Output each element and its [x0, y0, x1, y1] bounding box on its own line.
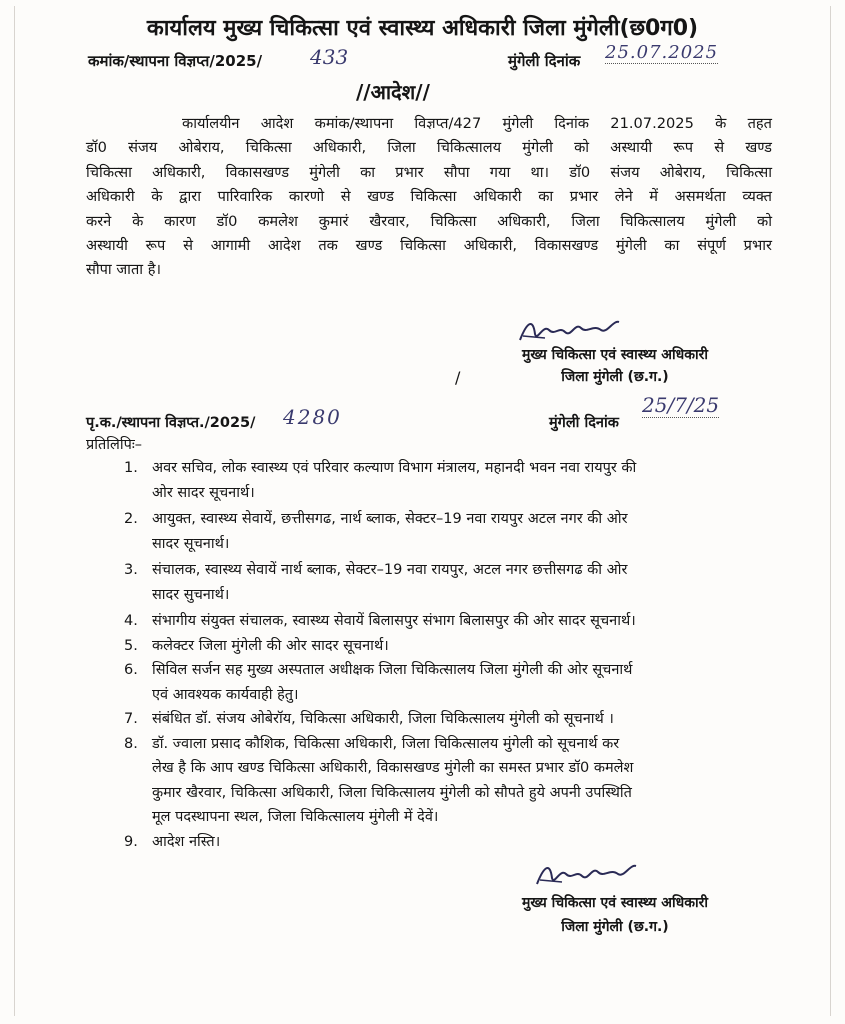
list-item-line: सिविल सर्जन सह मुख्य अस्पताल अधीक्षक जिला चिकित्सालय जिला मुंगेली की ओर सूचनार्थ — [152, 662, 633, 678]
list-item-line: संचालक, स्वास्थ्य सेवायें नार्थ ब्लाक, सेक्टर–19 नवा रायपुर, अटल नगर छत्तीसगढ की ओर — [152, 562, 628, 578]
list-item-line: कलेक्टर जिला मुंगेली की ओर सादर सूचनार्थ। — [152, 637, 389, 654]
list-item — [124, 634, 776, 659]
body-line: डॉ0 संजय ओबेराय, चिकित्सा अधिकारी, जिला चिकित्सालय मुंगेली को अस्थायी रूप से खण्ड — [86, 139, 772, 157]
office-title: कार्यालय मुख्य चिकित्सा एवं स्वास्थ्य अधिकारी जिला मुंगेली(छ0ग0) — [146, 16, 699, 41]
list-item-line: डॉ. ज्वाला प्रसाद कौशिक, चिकित्सा अधिकारी, जिला चिकित्सालय मुंगेली को सूचनार्थ कर — [152, 735, 620, 752]
body-line: कार्यालयीन आदेश कमांक/स्थापना विज्ञप्त/427 मुंगेली दिनांक 21.07.2025 के तहत — [182, 115, 772, 132]
list-item-line: सादर सूचनार्थ। — [152, 535, 230, 552]
list-item-line: सादर सुचनार्थ। — [152, 586, 230, 603]
endorsement-date-handwritten: 25/7/25 — [642, 393, 720, 417]
list-item — [124, 558, 776, 607]
body-line: करने के कारण डॉ0 कमलेश कुमारं खैरवार, चिकित्सा अधिकारी, जिला चिकित्सालय मुंगेली को — [86, 212, 772, 230]
list-item-number: 6. — [124, 662, 138, 678]
order-number-handwritten: 433 — [310, 45, 349, 69]
list-item-line: संभागीय संयुक्त संचालक, स्वास्थ्य सेवायें बिलासपुर संभाग बिलासपुर की ओर सादर सूचनार्थ। — [152, 613, 636, 629]
list-item-line: एवं आवश्यक कार्यवाही हेतु। — [152, 686, 299, 703]
order-date-label: मुंगेली दिनांक — [508, 52, 581, 70]
signature-1-designation: मुख्य चिकित्सा एवं स्वास्थ्य अधिकारी — [522, 347, 708, 363]
body-line: अधिकारी के द्वारा पारिवारिक कारणो से खण्ड चिकित्सा अधिकारी का प्रभार लेने में असमर्थता व्यक्त — [86, 188, 772, 206]
list-item-number: 4. — [124, 613, 138, 629]
list-item — [124, 830, 776, 855]
order-date-handwritten: 25.07.2025 — [605, 42, 719, 63]
signature-2-location: जिला मुंगेली (छ.ग.) — [561, 919, 669, 935]
list-item — [124, 658, 776, 707]
list-item-number: 8. — [124, 735, 138, 752]
list-item-line: ओर सादर सूचनार्थ। — [152, 484, 255, 501]
list-item — [124, 609, 776, 634]
signature-2-designation: मुख्य चिकित्सा एवं स्वास्थ्य अधिकारी — [522, 895, 708, 911]
body-line: अस्थायी रूप से आगामी आदेश तक खण्ड चिकित्सा अधिकारी, विकासखण्ड मुंगेली का संपूर्ण प्रभार — [86, 237, 772, 255]
copy-to-label: प्रतिलिपिः– — [86, 437, 143, 453]
list-item-number: 3. — [124, 562, 138, 578]
signature-2-handwritten — [532, 856, 642, 892]
order-body — [86, 112, 772, 283]
endorsement-number-label: पृ.क./स्थापना विज्ञप्त./2025/ — [86, 415, 256, 431]
list-item-line: संबंधित डॉ. संजय ओबेरॉय, चिकित्सा अधिकारी, जिला चिकित्सालय मुंगेली को सूचनार्थ । — [152, 711, 614, 727]
endorsement-number-handwritten: 4280 — [283, 405, 342, 429]
list-item-line: लेख है कि आप खण्ड चिकित्सा अधिकारी, विकासखण्ड मुंगेली का समस्त प्रभार डॉ0 कमलेश — [152, 760, 634, 776]
list-item-line: आयुक्त, स्वास्थ्य सेवायें, छत्तीसगढ, नार्थ ब्लाक, सेक्टर–19 नवा रायपुर अटल नगर की ओर — [152, 511, 628, 527]
list-item-line: कुमार खैरवार, चिकित्सा अधिकारी, जिला चिकित्सालय मुंगेली को सौपते हुये अपनी उपस्थिति — [152, 784, 632, 801]
list-item — [124, 707, 776, 732]
stray-mark: / — [455, 368, 461, 387]
order-number-label: कमांक/स्थापना विज्ञप्त/2025/ — [88, 52, 263, 70]
order-heading: //आदेश// — [356, 80, 430, 104]
signature-1-location: जिला मुंगेली (छ.ग.) — [561, 369, 669, 385]
list-item — [124, 456, 776, 505]
list-item-number: 2. — [124, 511, 138, 527]
list-item — [124, 507, 776, 556]
endorsement-date-label: मुंगेली दिनांक — [549, 415, 619, 431]
body-line: सौपा जाता है। — [86, 261, 161, 279]
list-item-number: 7. — [124, 711, 138, 727]
list-item-line: मूल पदस्थापना स्थल, जिला चिकित्सालय मुंगेली में देवें। — [152, 809, 439, 825]
list-item-line: अवर सचिव, लोक स्वास्थ्य एवं परिवार कल्याण विभाग मंत्रालय, महानदी भवन नवा रायपुर की — [152, 460, 637, 476]
body-line: चिकित्सा अधिकारी, विकासखण्ड मुंगेली का प्रभार सौपा गया था। डॉ0 संजय ओबेराय, चिकित्सा — [86, 163, 772, 181]
list-item — [124, 732, 776, 830]
copy-list — [124, 456, 776, 854]
signature-1-handwritten — [515, 312, 625, 348]
list-item-line: आदेश नस्ति। — [152, 833, 221, 850]
list-item-number: 9. — [124, 833, 138, 850]
list-item-number: 1. — [124, 460, 138, 476]
list-item-number: 5. — [124, 637, 138, 654]
